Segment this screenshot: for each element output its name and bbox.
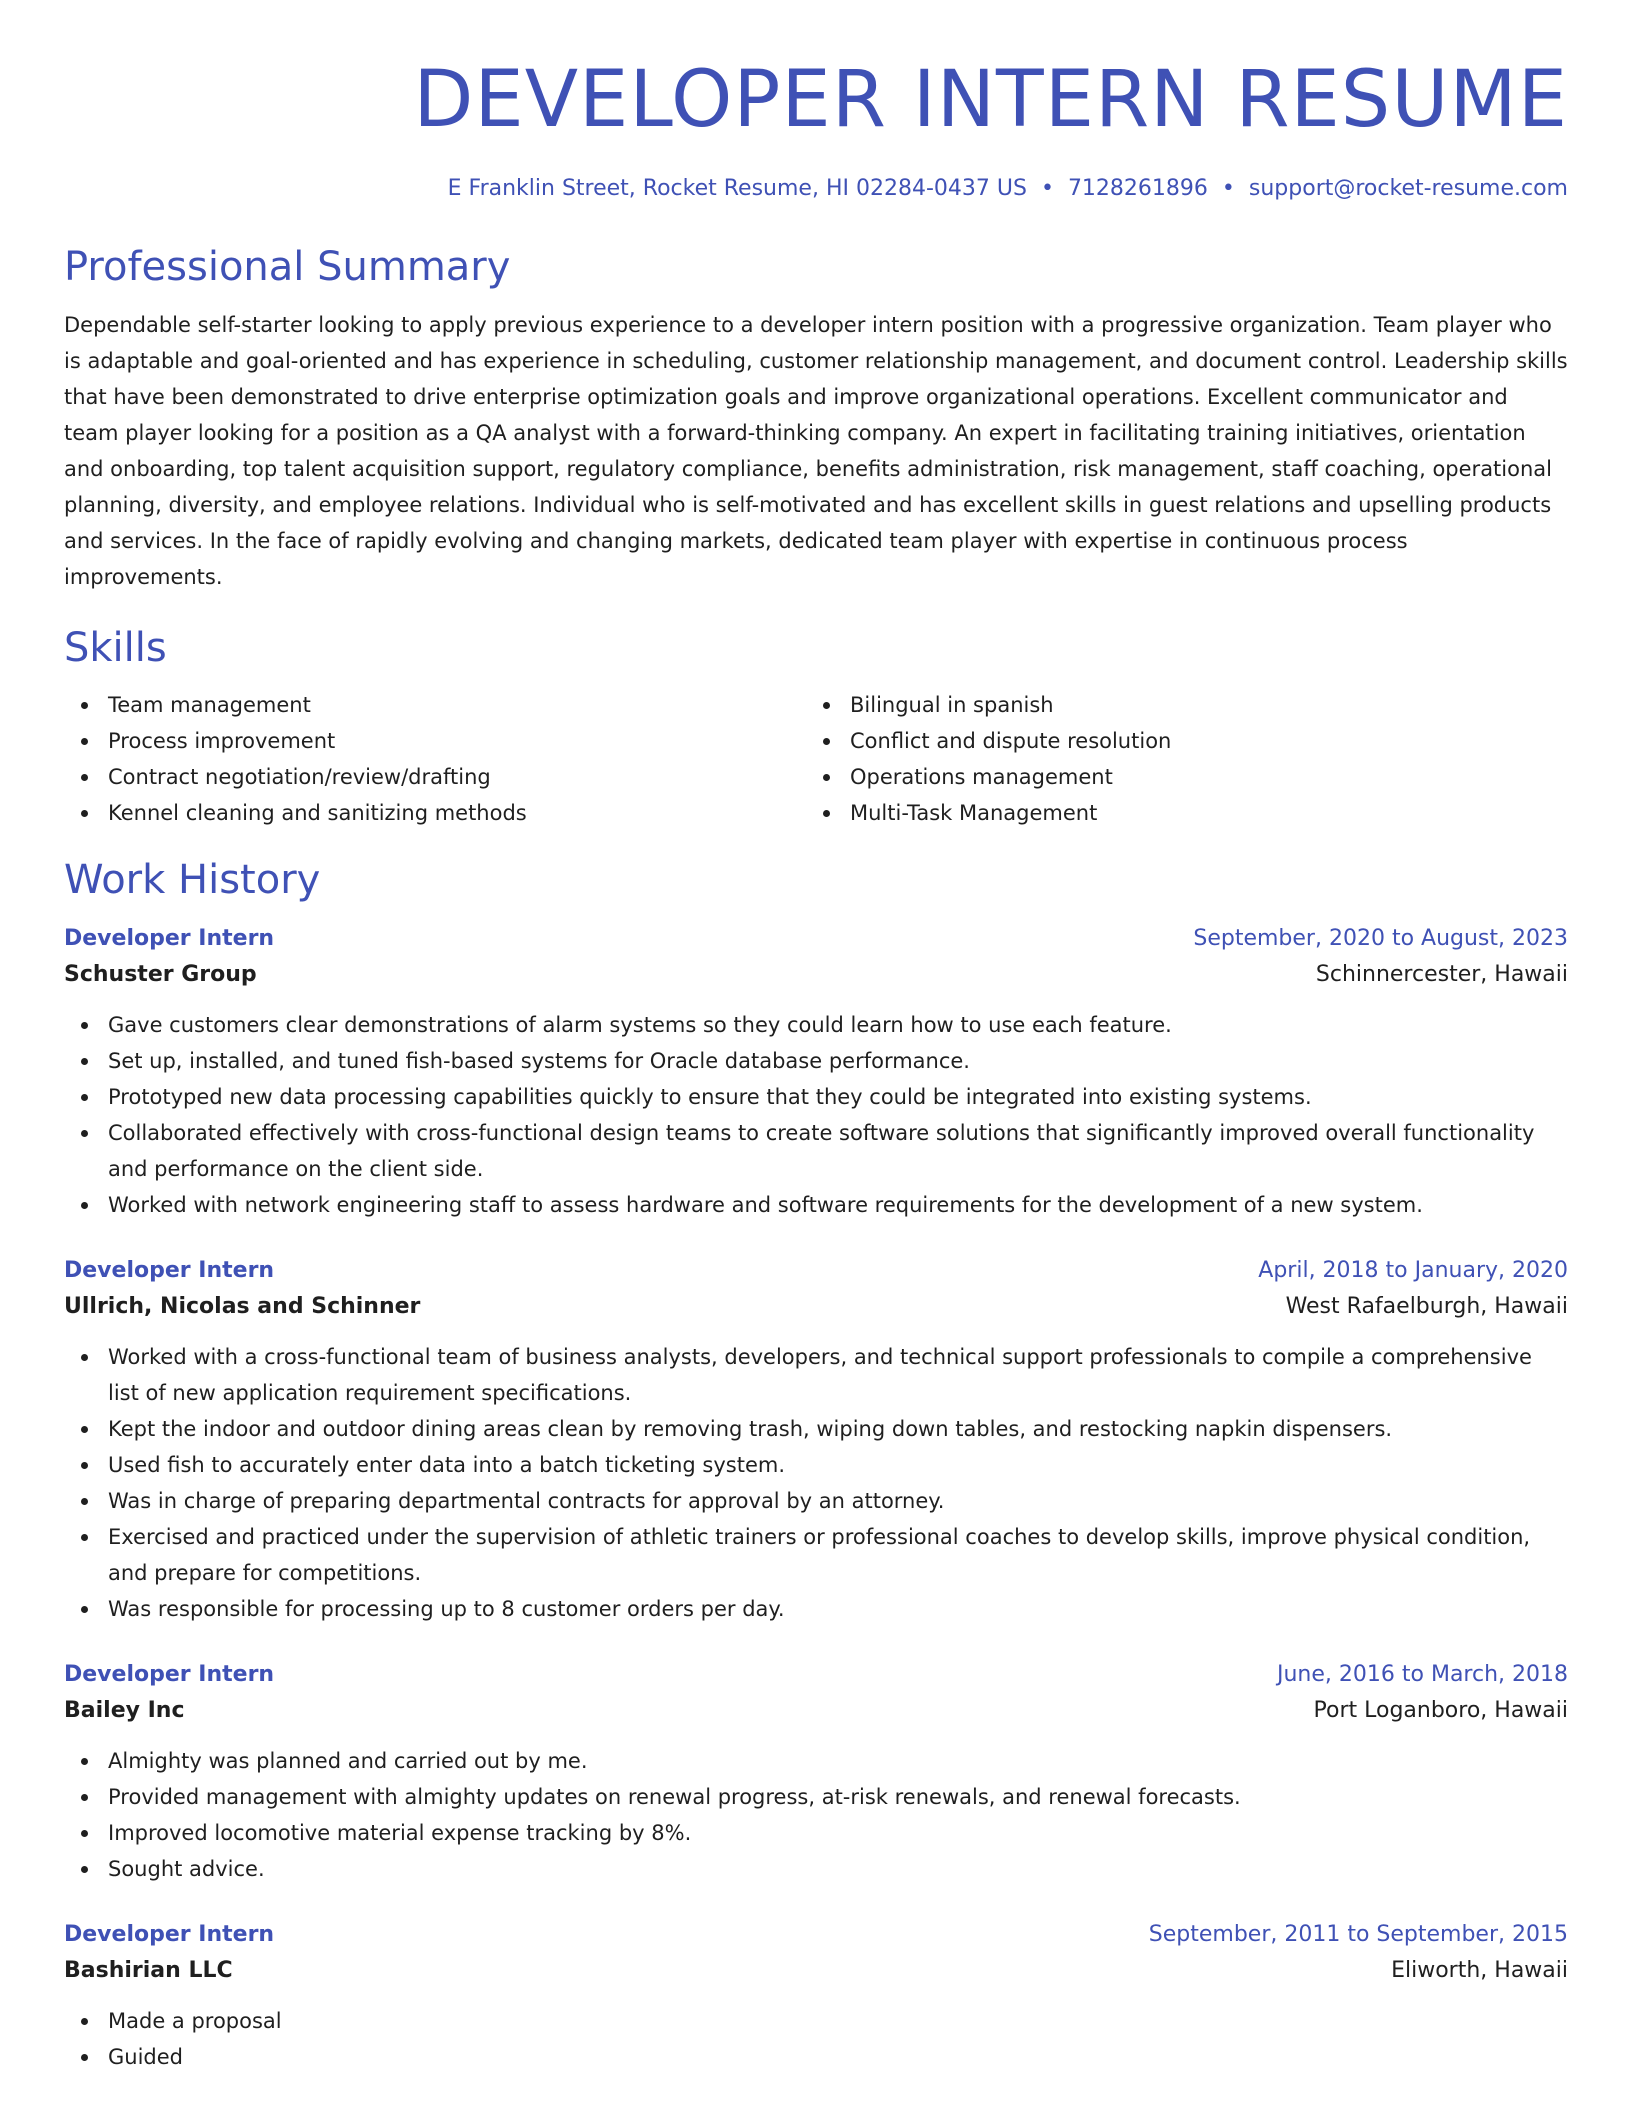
skills-column-right <box>806 687 1548 831</box>
job-dates: April, 2018 to January, 2020 <box>1258 1258 1568 1283</box>
job-bullet: Worked with a cross-functional team of business analysts, developers, and technical support professionals to compile a comprehensive list of new application requirement specifications. <box>64 1339 1568 1411</box>
job-header-row <box>64 921 1568 957</box>
job-company-row <box>64 957 1568 993</box>
job-dates: September, 2020 to August, 2023 <box>1193 926 1568 951</box>
job-header-row <box>64 1253 1568 1289</box>
job-bullet: Worked with network engineering staff to assess hardware and software requirements for the development of a new system. <box>64 1187 1568 1223</box>
job-bullet: Sought advice. <box>64 1851 1568 1887</box>
contact-line <box>64 174 1568 204</box>
contact-phone: 7128261896 <box>1067 176 1208 201</box>
contact-address: E Franklin Street, Rocket Resume, HI 02284-0437 US <box>447 176 1027 201</box>
job-location: Eliworth, Hawaii <box>1391 1958 1568 1983</box>
job-bullet-list <box>64 1339 1568 1627</box>
skill-item: Multi-Task Management <box>806 795 1548 831</box>
job-company: Bailey Inc <box>64 1698 185 1723</box>
job-bullet: Used fish to accurately enter data into a batch ticketing system. <box>64 1447 1568 1483</box>
job-bullet: Improved locomotive material expense tracking by 8%. <box>64 1815 1568 1851</box>
job-header-row <box>64 1917 1568 1953</box>
job-dates: September, 2011 to September, 2015 <box>1148 1922 1568 1947</box>
job-title: Developer Intern <box>64 1922 275 1947</box>
job-bullet: Prototyped new data processing capabilities quickly to ensure that they could be integrated into existing systems. <box>64 1079 1568 1115</box>
job-company-row <box>64 1289 1568 1325</box>
skill-item: Conflict and dispute resolution <box>806 723 1548 759</box>
job-company: Bashirian LLC <box>64 1958 233 1983</box>
job-bullet-list <box>64 1743 1568 1887</box>
skills-list <box>64 687 1568 831</box>
job-bullet: Set up, installed, and tuned fish-based systems for Oracle database performance. <box>64 1043 1568 1079</box>
resume-title: DEVELOPER INTERN RESUME <box>413 55 1568 145</box>
summary-text: Dependable self-starter looking to apply previous experience to a developer intern position with a progressive organization. Team player who is adaptable and goal-oriented and has experience in scheduling, customer relationship management, and document control. Leadership skills that have been demonstrated to drive enterprise optimization goals and improve organizational operations. Excellent communicator and team player looking for a position as a QA analyst with a forward-thinking company. An expert in facilitating training initiatives, orientation and onboarding, top talent acquisition support, regulatory compliance, benefits administration, risk management, staff coaching, operational planning, diversity, and employee relations. Individual who is self-motivated and has excellent skills in guest relations and upselling products and services. In the face of rapidly evolving and changing markets, dedicated team player with expertise in continuous process improvements. <box>64 313 1568 589</box>
skill-item: Contract negotiation/review/drafting <box>64 759 806 795</box>
job-bullet: Almighty was planned and carried out by me. <box>64 1743 1568 1779</box>
job-bullet: Kept the indoor and outdoor dining areas clean by removing trash, wiping down tables, and restocking napkin dispensers. <box>64 1411 1568 1447</box>
job-entry <box>64 921 1568 1223</box>
job-bullet: Guided <box>64 2039 1568 2075</box>
job-dates: June, 2016 to March, 2018 <box>1277 1662 1568 1687</box>
job-company: Ullrich, Nicolas and Schinner <box>64 1294 421 1319</box>
job-title: Developer Intern <box>64 926 275 951</box>
contact-email[interactable]: support@rocket-resume.com <box>1248 176 1568 201</box>
work-history-heading: Work History <box>64 857 321 903</box>
skills-heading: Skills <box>64 625 167 671</box>
job-bullet: Exercised and practiced under the supervision of athletic trainers or professional coaches to develop skills, improve physical condition, and prepare for competitions. <box>64 1519 1568 1591</box>
skill-item: Kennel cleaning and sanitizing methods <box>64 795 806 831</box>
job-bullet-list <box>64 1007 1568 1223</box>
contact-separator: • <box>1040 176 1054 201</box>
job-location: West Rafaelburgh, Hawaii <box>1285 1294 1568 1319</box>
skills-column-left <box>64 687 806 831</box>
job-location: Port Loganboro, Hawaii <box>1313 1698 1568 1723</box>
summary-heading: Professional Summary <box>64 244 511 290</box>
job-company-row <box>64 1953 1568 1989</box>
contact-separator: • <box>1221 176 1235 201</box>
job-entry <box>64 1657 1568 1887</box>
skill-item: Bilingual in spanish <box>806 687 1548 723</box>
job-entry <box>64 1253 1568 1627</box>
job-entry <box>64 1917 1568 2075</box>
job-bullet: Was responsible for processing up to 8 customer orders per day. <box>64 1591 1568 1627</box>
skill-item: Team management <box>64 687 806 723</box>
job-bullet: Was in charge of preparing departmental contracts for approval by an attorney. <box>64 1483 1568 1519</box>
job-bullet: Provided management with almighty updates on renewal progress, at-risk renewals, and renewal forecasts. <box>64 1779 1568 1815</box>
skill-item: Process improvement <box>64 723 806 759</box>
job-company-row <box>64 1693 1568 1729</box>
job-bullet: Collaborated effectively with cross-functional design teams to create software solutions that significantly improved overall functionality and performance on the client side. <box>64 1115 1568 1187</box>
job-location: Schinnercester, Hawaii <box>1315 962 1568 987</box>
job-title: Developer Intern <box>64 1662 275 1687</box>
skill-item: Operations management <box>806 759 1548 795</box>
job-company: Schuster Group <box>64 962 257 987</box>
job-bullet-list <box>64 2003 1568 2075</box>
job-title: Developer Intern <box>64 1258 275 1283</box>
job-bullet: Made a proposal <box>64 2003 1568 2039</box>
job-header-row <box>64 1657 1568 1693</box>
job-bullet: Gave customers clear demonstrations of alarm systems so they could learn how to use each feature. <box>64 1007 1568 1043</box>
